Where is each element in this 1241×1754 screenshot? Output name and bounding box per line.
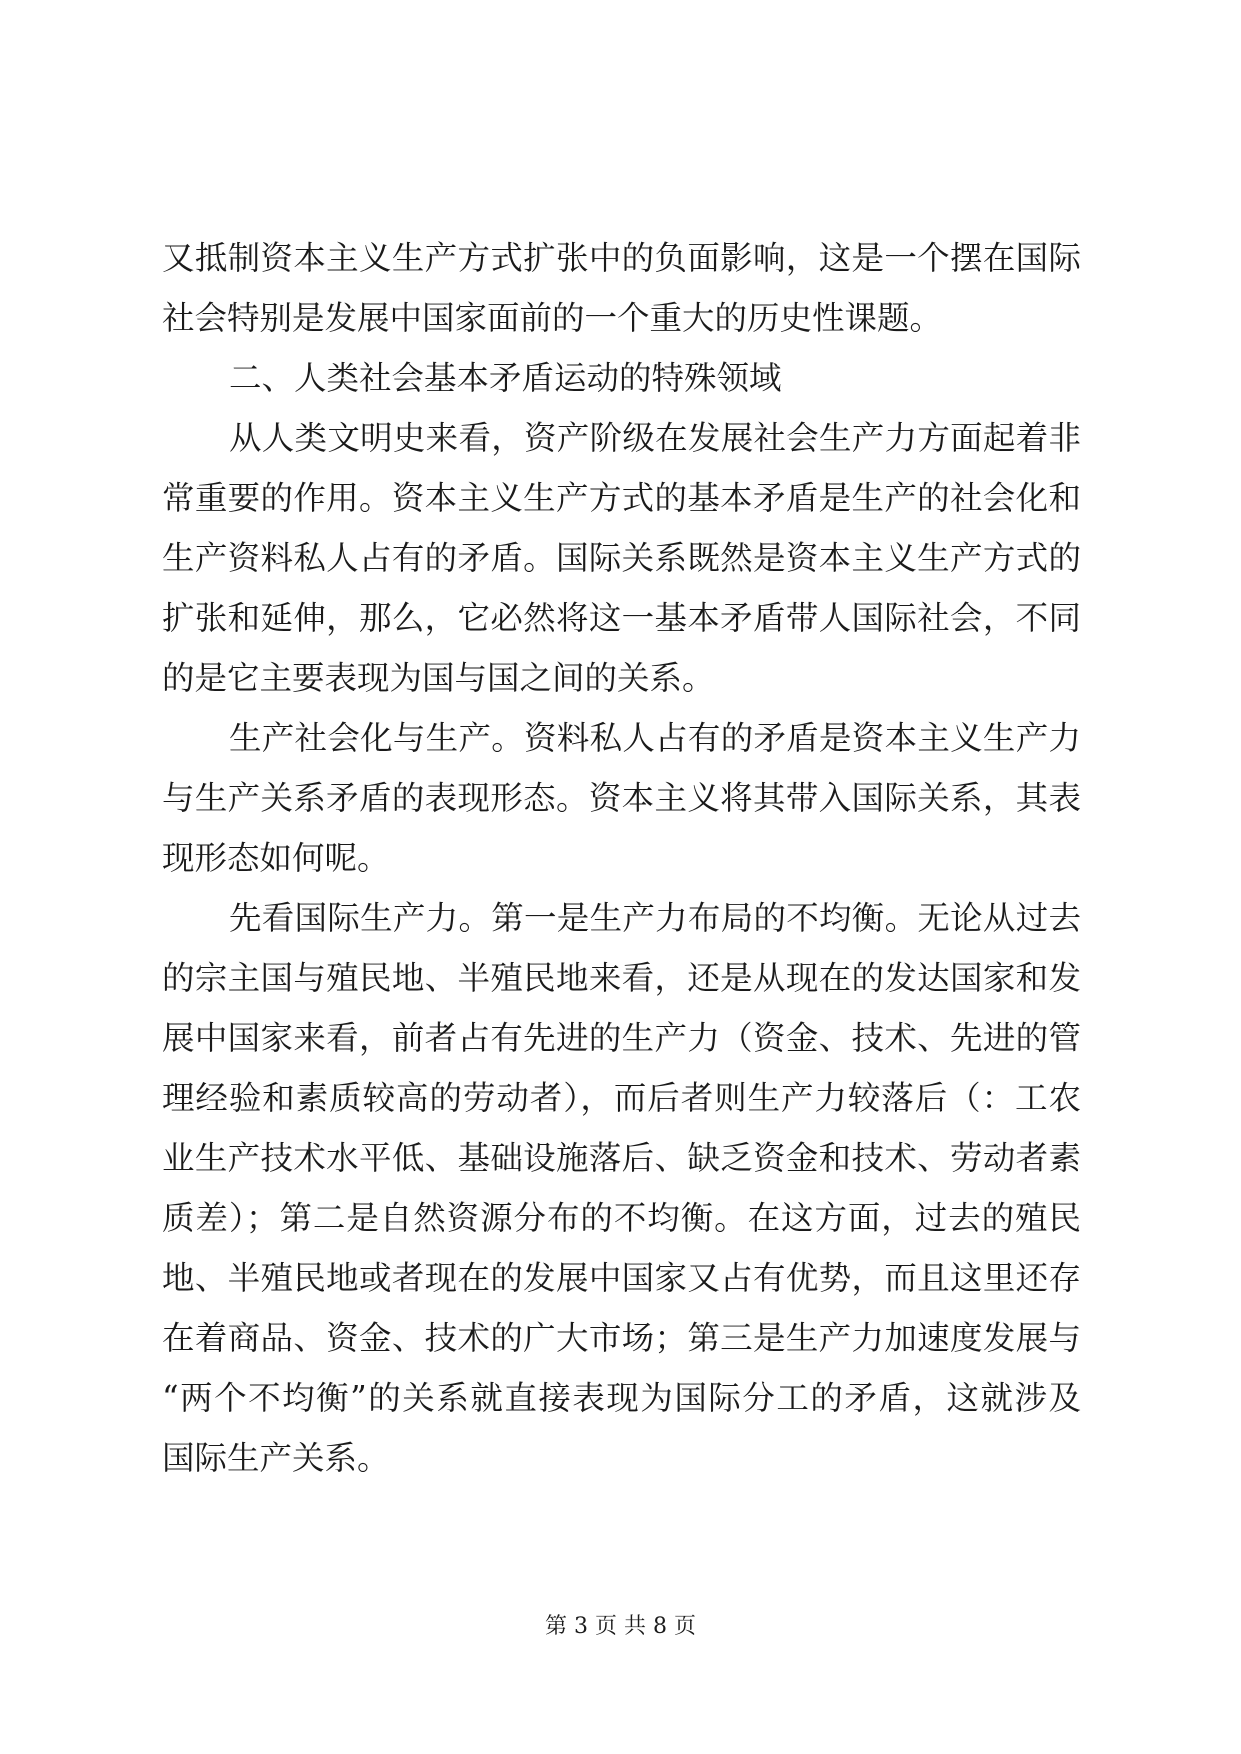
text-line: 先看国际生产力。第一是生产力布局的不均衡。无论从过去 bbox=[229, 899, 1081, 937]
text-line: 与生产关系矛盾的表现形态。资本主义将其带入国际关系，其表 bbox=[162, 779, 1081, 817]
text-line: 生产社会化与生产。资料私人占有的矛盾是资本主义生产力 bbox=[229, 719, 1081, 757]
text-line: 现形态如何呢。 bbox=[162, 839, 390, 877]
text-line: 质差）；第二是自然资源分布的不均衡。在这方面，过去的殖民 bbox=[162, 1199, 1081, 1237]
text-line: 国际生产关系。 bbox=[162, 1439, 390, 1477]
page-number-footer: 第 3 页 共 8 页 bbox=[545, 1614, 696, 1639]
text-line: 在着商品、资金、技术的广大市场；第三是生产力加速度发展与 bbox=[162, 1319, 1081, 1357]
text-line: 地、半殖民地或者现在的发展中国家又占有优势，而且这里还存 bbox=[162, 1259, 1081, 1297]
text-line: 生产资料私人占有的矛盾。国际关系既然是资本主义生产方式的 bbox=[162, 539, 1081, 577]
text-line: 常重要的作用。资本主义生产方式的基本矛盾是生产的社会化和 bbox=[162, 479, 1081, 517]
text-line: 扩张和延伸，那么，它必然将这一基本矛盾带人国际社会，不同 bbox=[162, 599, 1081, 637]
text-line: 社会特别是发展中国家面前的一个重大的历史性课题。 bbox=[162, 299, 943, 337]
text-line: 从人类文明史来看，资产阶级在发展社会生产力方面起着非 bbox=[229, 419, 1081, 457]
text-line: 展中国家来看，前者占有先进的生产力（资金、技术、先进的管 bbox=[162, 1019, 1081, 1057]
text-line: 的宗主国与殖民地、半殖民地来看，还是从现在的发达国家和发 bbox=[162, 959, 1081, 997]
section-heading: 二、人类社会基本矛盾运动的特殊领域 bbox=[229, 359, 782, 397]
text-line: “两个不均衡”的关系就直接表现为国际分工的矛盾，这就涉及 bbox=[162, 1379, 1081, 1417]
document-body bbox=[162, 228, 1081, 1488]
text-line: 业生产技术水平低、基础设施落后、缺乏资金和技术、劳动者素 bbox=[162, 1139, 1081, 1177]
text-line: 理经验和素质较高的劳动者），而后者则生产力较落后（：工农 bbox=[162, 1079, 1081, 1117]
text-line: 又抵制资本主义生产方式扩张中的负面影响，这是一个摆在国际 bbox=[162, 239, 1081, 277]
text-line: 的是它主要表现为国与国之间的关系。 bbox=[162, 659, 715, 697]
